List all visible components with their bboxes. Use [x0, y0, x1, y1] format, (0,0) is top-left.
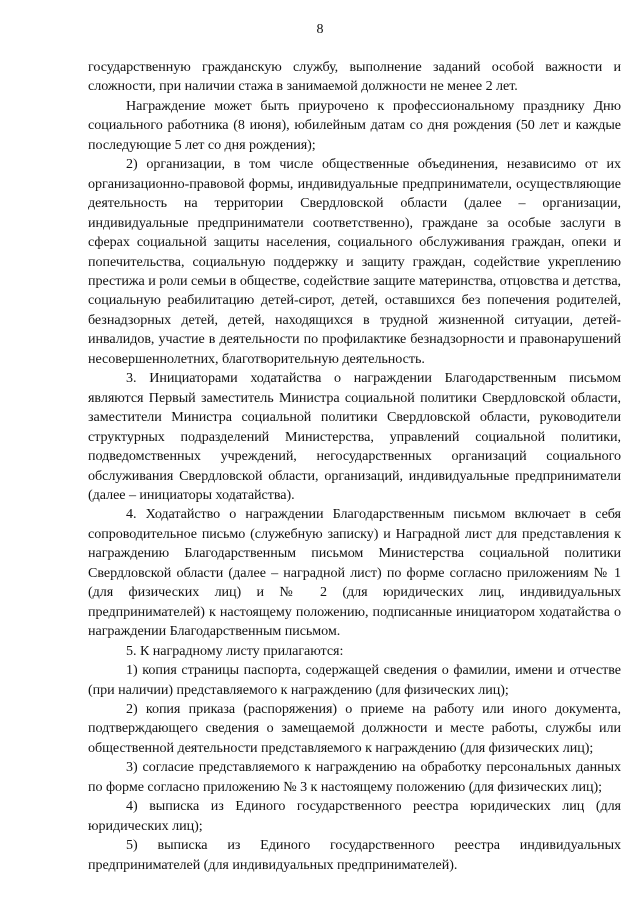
page-number: 8 — [316, 22, 324, 37]
list-item-passport-copy: 1) копия страницы паспорта, содержащей сведения о фамилии, имени и отчестве (при наличии) представляемого к награждению (для физических лиц); — [88, 662, 621, 698]
paragraph-section-4-petition: 4. Ходатайство о награждении Благодарственным письмом включает в себя сопроводительное письмо (служебную записку) и Наградной лист для представления к награждению Благодарственным письмом Министерства социальной политики Свердловской области (далее – наградной лист) по форме согласно приложениям № 1 (для физических лиц) и № 2 (для юридических лиц, индивидуальных предпринимателей) к настоящему положению, подписанные инициатором ходатайства о награждении Благодарственным письмом. — [88, 506, 621, 640]
paragraph-continuation: государственную гражданскую службу, выполнение заданий особой важности и сложности, при наличии стажа в занимаемой должности не менее 2 лет. — [88, 59, 621, 95]
document-body — [88, 58, 621, 875]
paragraph-section-5-attachments: 5. К наградному листу прилагаются: — [126, 642, 344, 659]
paragraph-section-3-initiators: 3. Инициаторами ходатайства о награждении Благодарственным письмом являются Первый заместитель Министра социальной политики Свердловской области, заместители Министра социальной политики Свердловской области, руководители структурных подразделений Министерства, управлений социальной политики, подведомственных учреждений, негосударственных организаций социального обслуживания Свердловской области, организаций, индивидуальные предприниматели (далее – инициаторы ходатайства). — [88, 370, 621, 503]
list-item-entrepreneurs-extract: 5) выписка из Единого государственного реестра индивидуальных предпринимателей (для индивидуальных предпринимателей). — [88, 837, 621, 873]
list-item-order-copy: 2) копия приказа (распоряжения) о приеме на работу или иного документа, подтверждающего сведения о замещаемой должности и месте работы, службы или общественной деятельности представляемого к награждению (для физических лиц); — [88, 700, 621, 756]
paragraph-award-timing: Награждение может быть приурочено к профессиональному празднику Дню социального работника (8 июня), юбилейным датам со дня рождения (50 лет и каждые последующие 5 лет со дня рождения); — [88, 97, 621, 153]
list-item-legal-entities-extract: 4) выписка из Единого государственного реестра юридических лиц (для юридических лиц); — [88, 798, 621, 834]
paragraph-item-2-organizations: 2) организации, в том числе общественные объединения, независимо от их организационно-правовой формы, индивидуальные предприниматели, осуществляющие деятельность на территории Свердловской области (далее – организации, индивидуальные предприниматели соответственно), граждане за особые заслуги в сферах социальной защиты населения, социального обслуживания граждан, опеки и попечительства, социальную поддержку и защиту граждан, содействие укреплению престижа и роли семьи в обществе, содействие защите материнства, отцовства и детства, социальную реабилитацию детей-сирот, детей, оставшихся без попечения родителей, безнадзорных детей, детей, находящихся в трудной жизненной ситуации, детей-инвалидов, участие в деятельности по профилактике безнадзорности и правонарушений несовершеннолетних, благотворительную деятельность. — [88, 156, 621, 367]
list-item-personal-data-consent: 3) согласие представляемого к награждению на обработку персональных данных по форме согласно приложению № 3 к настоящему положению (для физических лиц); — [88, 759, 621, 795]
